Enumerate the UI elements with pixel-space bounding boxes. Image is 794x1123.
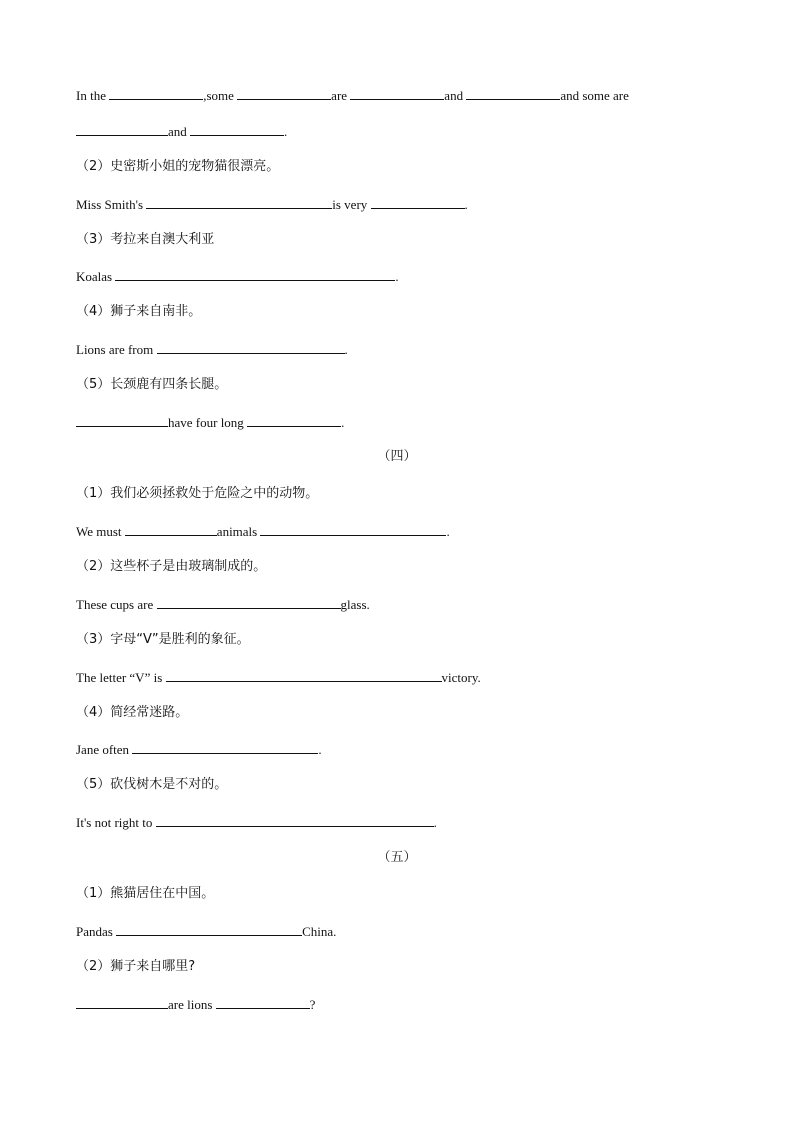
- exercise-line: [76, 812, 437, 832]
- question-label: （5）长颈鹿有四条长腿。: [76, 377, 228, 392]
- exercise-line: [76, 85, 629, 105]
- question-label: （2）这些杯子是由玻璃制成的。: [76, 559, 267, 574]
- text: .: [284, 124, 288, 139]
- question-label: （4）简经常迷路。: [76, 705, 189, 720]
- exercise-line: [76, 121, 287, 141]
- exercise-line: [76, 521, 450, 541]
- question-label: （1）熊猫居住在中国。: [76, 886, 215, 901]
- text: ?: [309, 997, 316, 1012]
- text: .: [318, 742, 322, 757]
- text: In the: [76, 88, 110, 103]
- text: are: [331, 88, 351, 103]
- text: are lions: [168, 997, 216, 1012]
- text: have four long: [168, 415, 248, 430]
- answer-blank[interactable]: [237, 85, 331, 100]
- question-label: （2）狮子来自哪里?: [76, 959, 196, 974]
- answer-blank[interactable]: [116, 921, 302, 936]
- answer-blank[interactable]: [132, 739, 318, 754]
- exercise-line: [76, 594, 370, 614]
- text: Pandas: [76, 924, 117, 939]
- text: .: [344, 342, 348, 357]
- text: Koalas: [76, 269, 116, 284]
- answer-blank[interactable]: [157, 594, 341, 609]
- answer-blank[interactable]: [115, 266, 395, 281]
- answer-blank[interactable]: [190, 121, 284, 136]
- answer-blank[interactable]: [216, 994, 310, 1009]
- question-label: （3）字母“V”是胜利的象征。: [76, 632, 250, 647]
- answer-blank[interactable]: [350, 85, 444, 100]
- text: We must: [76, 524, 125, 539]
- text: It's not right to: [76, 815, 156, 830]
- exercise-line: [76, 994, 315, 1014]
- exercise-line: [76, 921, 336, 941]
- text: .: [433, 815, 437, 830]
- text: The letter “V” is: [76, 670, 166, 685]
- exercise-line: [76, 339, 348, 359]
- text: glass.: [340, 597, 370, 612]
- exercise-line: [76, 739, 322, 759]
- text: Jane often: [76, 742, 133, 757]
- text: These cups are: [76, 597, 157, 612]
- answer-blank[interactable]: [247, 412, 341, 427]
- text: .: [395, 269, 399, 284]
- text: animals: [216, 524, 261, 539]
- answer-blank[interactable]: [76, 121, 168, 136]
- section-heading: （五）: [377, 850, 417, 865]
- question-label: （4）狮子来自南非。: [76, 304, 202, 319]
- text: .: [464, 197, 468, 212]
- answer-blank[interactable]: [156, 812, 434, 827]
- answer-blank[interactable]: [260, 521, 446, 536]
- answer-blank[interactable]: [125, 521, 217, 536]
- exercise-line: [76, 266, 399, 286]
- answer-blank[interactable]: [146, 194, 332, 209]
- exercise-line: [76, 412, 344, 432]
- text: and some are: [560, 88, 629, 103]
- answer-blank[interactable]: [76, 412, 168, 427]
- text: and: [168, 124, 191, 139]
- answer-blank[interactable]: [371, 194, 465, 209]
- text: victory.: [441, 670, 481, 685]
- text: .: [341, 415, 345, 430]
- question-label: （2）史密斯小姐的宠物猫很漂亮。: [76, 159, 280, 174]
- text: Lions are from: [76, 342, 157, 357]
- answer-blank[interactable]: [109, 85, 203, 100]
- answer-blank[interactable]: [466, 85, 560, 100]
- text: is very: [332, 197, 371, 212]
- exercise-line: [76, 194, 468, 214]
- question-label: （1）我们必须拯救处于危险之中的动物。: [76, 486, 319, 501]
- answer-blank[interactable]: [157, 339, 345, 354]
- question-label: （3）考拉来自澳大利亚: [76, 232, 215, 247]
- text: Miss Smith's: [76, 197, 147, 212]
- text: and: [444, 88, 467, 103]
- answer-blank[interactable]: [76, 994, 168, 1009]
- text: China.: [302, 924, 337, 939]
- text: .: [446, 524, 450, 539]
- section-heading: （四）: [377, 449, 417, 464]
- question-label: （5）砍伐树木是不对的。: [76, 777, 228, 792]
- answer-blank[interactable]: [166, 667, 442, 682]
- exercise-line: [76, 667, 481, 687]
- text: ,some: [203, 88, 238, 103]
